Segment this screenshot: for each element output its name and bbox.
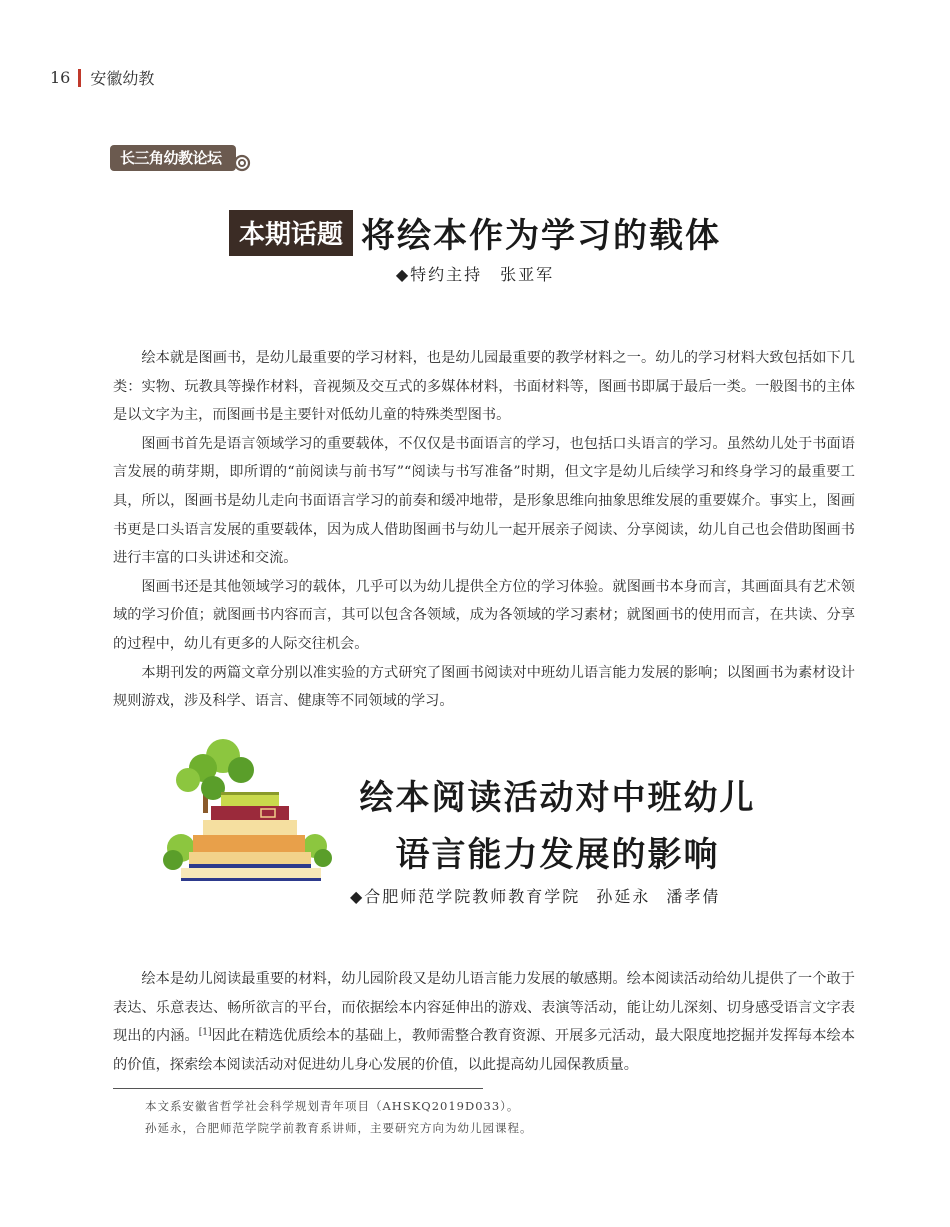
topic-host <box>0 262 950 285</box>
intro-paragraph: 绘本就是图画书，是幼儿最重要的学习材料，也是幼儿园最重要的教学材料之一。幼儿的学习材料大致包括如下几类：实物、玩教具等操作材料，音视频及交互式的多媒体材料，书面材料等，图画书即属于最后一类。一般图书的主体是以文字为主，而图画书是主要针对低幼儿童的特殊类型图书。 <box>113 350 855 424</box>
topic-label: 本期话题 <box>229 210 353 256</box>
spiral-icon <box>232 153 252 173</box>
author-affiliation: ◆合肥师范学院教师教育学院 <box>350 887 581 906</box>
article-body <box>113 965 855 1079</box>
column-tag <box>110 145 244 171</box>
topic-heading <box>0 208 950 257</box>
header-divider <box>78 69 81 87</box>
author-name: 孙延永 <box>596 887 651 906</box>
intro-text <box>113 344 855 716</box>
page-number: 16 <box>50 68 71 87</box>
intro-paragraph: 图画书首先是语言领域学习的重要载体，不仅仅是书面语言的学习，也包括口头语言的学习。虽然幼儿处于书面语言发展的萌芽期，即所谓的“前阅读与前书写”“阅读与书写准备”时期，但文字是幼儿后续学习和终身学习的最重要工具，所以，图画书是幼儿走向书面语言学习的前奏和缓冲地带，是形象思维向抽象思维发展的重要媒介。事实上，图画书更是口头语言发展的重要载体，因为成人借助图画书与幼儿一起开展亲子阅读、分享阅读，幼儿自己也会借助图画书进行丰富的口头讲述和交流。 <box>113 435 855 567</box>
footnote-author-bio: 孙延永，合肥师范学院学前教育系讲师，主要研究方向为幼儿园课程。 <box>145 1121 533 1135</box>
article-text: 绘本是幼儿阅读最重要的材料，幼儿园阶段又是幼儿语言能力发展的敏感期。绘本阅读活动给幼儿提供了一个敢于表达、乐意表达、畅所欲言的平台，而依据绘本内容延伸出的游戏、表演等活动，能让幼儿深刻、切身感受语言文字表现出的内涵。 <box>113 971 855 1045</box>
footnote-divider <box>113 1088 483 1089</box>
article-title-line1: 绘本阅读活动对中班幼儿 <box>359 778 756 818</box>
host-name: 张亚军 <box>500 265 555 284</box>
page-header <box>50 66 154 89</box>
intro-paragraph: 图画书还是其他领域学习的载体，几乎可以为幼儿提供全方位的学习体验。就图画书本身而言，其画面具有艺术领域的学习价值；就图画书内容而言，其可以包含各领域，成为各领域的学习素材；就图画书的使用而言，在共读、分享的过程中，幼儿有更多的人际交往机会。 <box>113 578 855 652</box>
footnote-fund: 本文系安徽省哲学社会科学规划青年项目（AHSKQ2019D033）。 <box>145 1099 520 1113</box>
author-name: 潘孝倩 <box>666 887 721 906</box>
article-title-line2: 语言能力发展的影响 <box>395 835 720 875</box>
article-paragraph <box>113 965 855 1079</box>
tree-and-books-illustration <box>163 738 333 884</box>
article-authors <box>350 884 720 907</box>
column-tag-label: 长三角幼教论坛 <box>110 145 236 171</box>
reference-mark: [1] <box>198 1027 212 1038</box>
host-role: ◆特约主持 <box>395 265 483 284</box>
journal-name: 安徽幼教 <box>90 69 155 88</box>
article-text: 因此在精选优质绘本的基础上，教师需整合教育资源、开展多元活动，最大限度地挖掘并发挥每本绘本的价值，探索绘本阅读活动对促进幼儿身心发展的价值，以此提高幼儿园保教质量。 <box>113 1028 855 1073</box>
intro-paragraph: 本期刊发的两篇文章分别以准实验的方式研究了图画书阅读对中班幼儿语言能力发展的影响；以图画书为素材设计规则游戏，涉及科学、语言、健康等不同领域的学习。 <box>113 664 855 710</box>
topic-title: 将绘本作为学习的载体 <box>361 216 721 256</box>
